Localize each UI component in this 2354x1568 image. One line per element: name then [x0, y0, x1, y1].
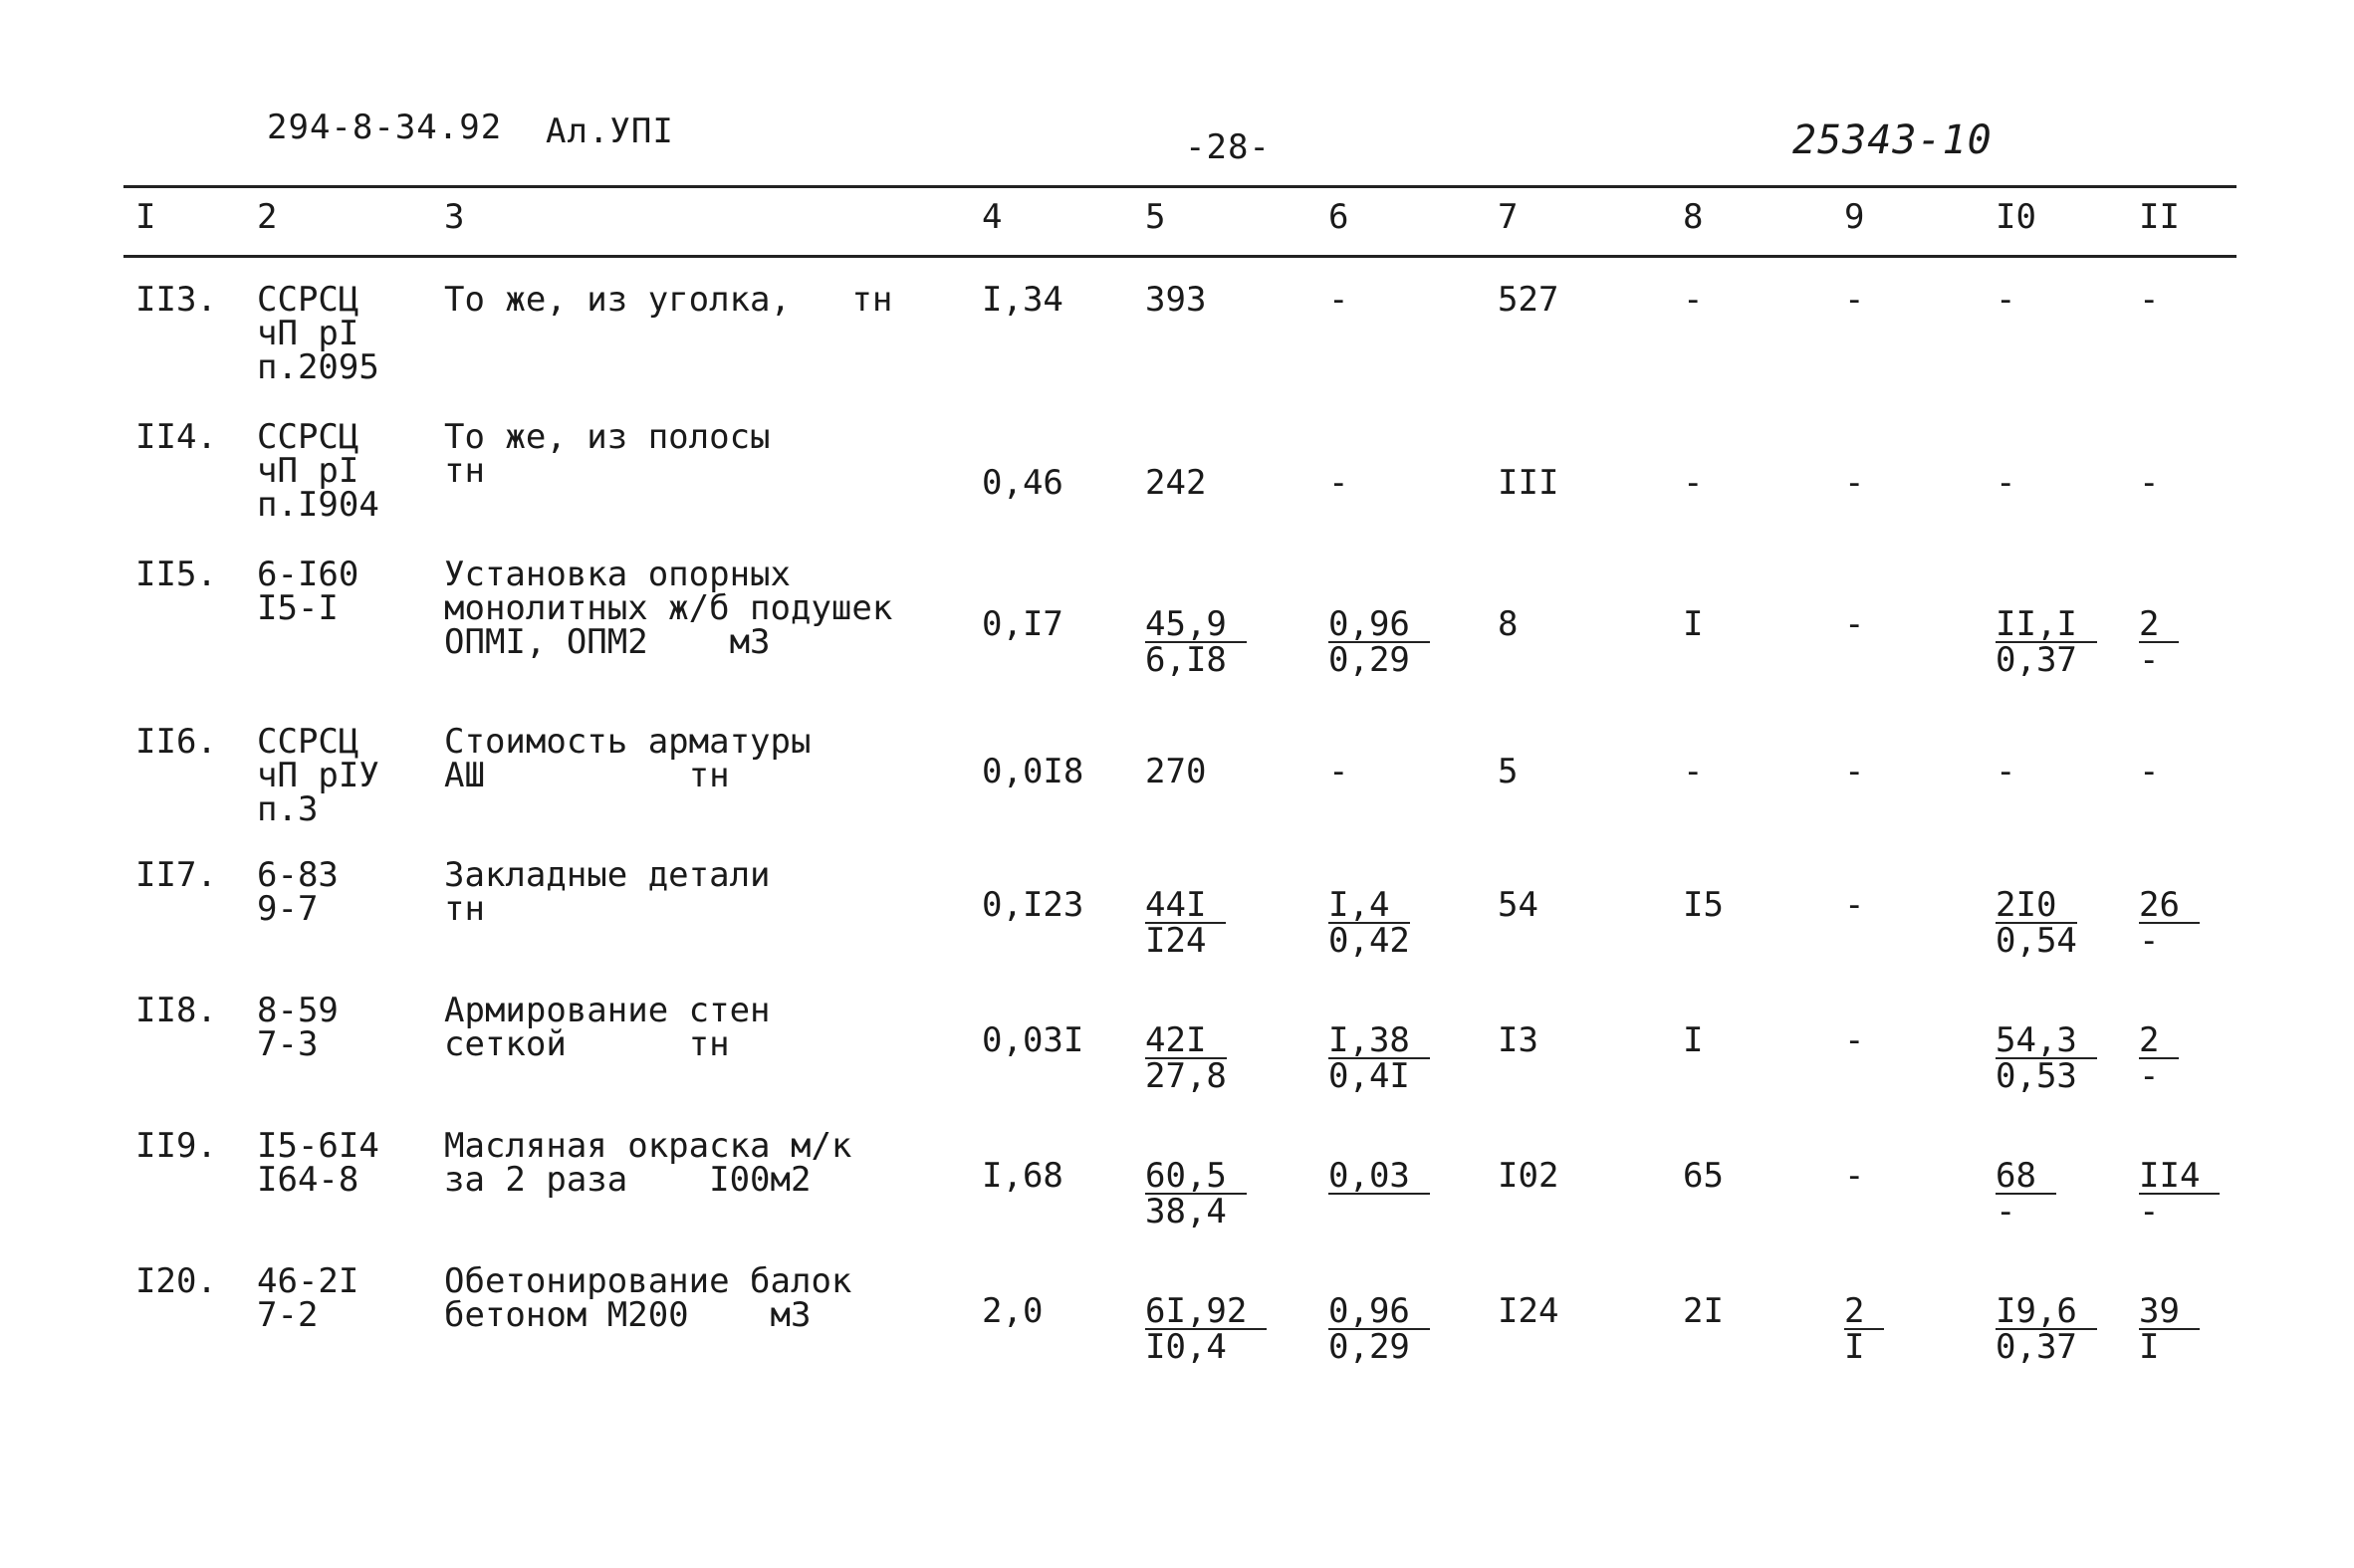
col10-cell-numerator: - — [1996, 752, 2016, 791]
machine-cost-cell-numerator: - — [1328, 752, 1349, 791]
col10-cell-numerator: 68 — [1996, 1159, 2056, 1195]
wages-cell: - — [1683, 280, 1704, 320]
unit-cost-cell-numerator: 242 — [1145, 463, 1207, 503]
wages-cell: I5 — [1683, 885, 1724, 925]
machine-cost-cell — [1328, 752, 1349, 791]
work-description-line: АШ тн — [444, 756, 730, 795]
col11-cell — [2139, 752, 2160, 791]
quantity-cell: 0,I23 — [982, 885, 1084, 925]
machine-cost-cell-numerator: 0,03 — [1328, 1159, 1430, 1195]
wages-cell: I — [1683, 1020, 1704, 1060]
col10-cell — [1996, 1291, 2097, 1367]
norm-code-line: ССРСЦ — [257, 722, 359, 762]
unit-cost-cell-denominator: 27,8 — [1145, 1056, 1227, 1096]
machine-cost-cell — [1328, 1020, 1430, 1096]
col10-cell — [1996, 1156, 2056, 1232]
norm-code-line: 8-59 — [257, 991, 339, 1030]
column-header-11: II — [2139, 197, 2180, 237]
norm-code-line: п.2095 — [257, 347, 379, 387]
machine-cost-cell-numerator: 0,96 — [1328, 1294, 1430, 1330]
work-description-line: тн — [444, 889, 485, 929]
total-cost-cell: 527 — [1498, 280, 1559, 320]
col9-cell — [1844, 1291, 1884, 1367]
col9-cell-numerator: - — [1844, 885, 1865, 925]
work-description-line: Обетонирование балок — [444, 1261, 852, 1301]
col10-cell-denominator: 0,53 — [1996, 1056, 2077, 1096]
column-header-4: 4 — [982, 197, 1003, 237]
col11-cell-numerator: - — [2139, 280, 2160, 320]
row-number: II5. — [135, 555, 217, 594]
col11-cell-numerator: 26 — [2139, 888, 2200, 924]
col11-cell-denominator: - — [2139, 1056, 2160, 1096]
col11-cell-denominator: - — [2139, 1192, 2160, 1232]
col10-cell — [1996, 604, 2097, 680]
col10-cell-denominator: 0,54 — [1996, 921, 2077, 961]
wages-cell: - — [1683, 463, 1704, 503]
col9-cell-numerator: - — [1844, 1020, 1865, 1060]
unit-cost-cell-numerator: 393 — [1145, 280, 1207, 320]
unit-cost-cell-numerator: 44I — [1145, 888, 1226, 924]
norm-code-line: I5-6I4 — [257, 1126, 379, 1166]
unit-cost-cell — [1145, 885, 1226, 961]
unit-cost-cell — [1145, 280, 1207, 320]
norm-code-line: п.I904 — [257, 485, 379, 525]
unit-cost-cell — [1145, 604, 1247, 680]
unit-cost-cell — [1145, 463, 1207, 503]
col9-cell-numerator: - — [1844, 463, 1865, 503]
col11-cell-numerator: II4 — [2139, 1159, 2220, 1195]
unit-cost-cell — [1145, 1020, 1227, 1096]
col11-cell-denominator: - — [2139, 640, 2160, 680]
table-top-rule — [123, 185, 2236, 188]
col10-cell — [1996, 1020, 2097, 1096]
unit-cost-cell-numerator: 270 — [1145, 752, 1207, 791]
quantity-cell: 2,0 — [982, 1291, 1044, 1331]
col11-cell — [2139, 885, 2200, 961]
quantity-cell: 0,03I — [982, 1020, 1084, 1060]
col11-cell — [2139, 1291, 2200, 1367]
machine-cost-cell-denominator: 0,29 — [1328, 1327, 1410, 1367]
unit-cost-cell-denominator: 38,4 — [1145, 1192, 1227, 1232]
total-cost-cell: I3 — [1498, 1020, 1538, 1060]
page-number: -28- — [1185, 127, 1271, 167]
machine-cost-cell — [1328, 463, 1349, 503]
machine-cost-cell — [1328, 604, 1430, 680]
col10-cell-numerator: - — [1996, 280, 2016, 320]
norm-code-line: I64-8 — [257, 1160, 359, 1200]
work-description-line: То же, из полосы — [444, 417, 771, 457]
unit-cost-cell-numerator: 42I — [1145, 1023, 1227, 1059]
work-description-line: Стоимость арматуры — [444, 722, 812, 762]
row-number: I20. — [135, 1261, 217, 1301]
col11-cell-denominator: I — [2139, 1327, 2160, 1367]
machine-cost-cell-numerator: I,4 — [1328, 888, 1410, 924]
norm-code-line: чП рI — [257, 451, 359, 491]
norm-code-line: 6-I60 — [257, 555, 359, 594]
wages-cell: 65 — [1683, 1156, 1724, 1196]
col9-cell — [1844, 752, 1865, 791]
col9-cell — [1844, 463, 1865, 503]
col11-cell-numerator: - — [2139, 752, 2160, 791]
wages-cell: - — [1683, 752, 1704, 791]
col11-cell — [2139, 604, 2179, 680]
unit-cost-cell — [1145, 1156, 1247, 1232]
work-description-line: монолитных ж/б подушек — [444, 588, 893, 628]
row-number: II3. — [135, 280, 217, 320]
quantity-cell: 0,I7 — [982, 604, 1063, 644]
machine-cost-cell — [1328, 885, 1410, 961]
norm-code-line: I5-I — [257, 588, 339, 628]
total-cost-cell: I24 — [1498, 1291, 1559, 1331]
work-description-line: бетоном М200 м3 — [444, 1295, 812, 1335]
col9-cell-denominator: I — [1844, 1327, 1865, 1367]
machine-cost-cell — [1328, 280, 1349, 320]
col10-cell-numerator: II,I — [1996, 607, 2097, 643]
machine-cost-cell-denominator: 0,4I — [1328, 1056, 1410, 1096]
table-header-rule — [123, 255, 2236, 258]
col10-cell-numerator: 2I0 — [1996, 888, 2077, 924]
wages-cell: I — [1683, 604, 1704, 644]
machine-cost-cell — [1328, 1291, 1430, 1367]
machine-cost-cell-numerator: 0,96 — [1328, 607, 1430, 643]
col10-cell — [1996, 463, 2016, 503]
quantity-cell: I,68 — [982, 1156, 1063, 1196]
col11-cell-denominator: - — [2139, 921, 2160, 961]
col9-cell-numerator: - — [1844, 604, 1865, 644]
machine-cost-cell-numerator: - — [1328, 463, 1349, 503]
norm-code-line: 6-83 — [257, 855, 339, 895]
col10-cell — [1996, 752, 2016, 791]
col10-cell-numerator: 54,3 — [1996, 1023, 2097, 1059]
work-description-line: сеткой тн — [444, 1024, 730, 1064]
norm-code-line: п.3 — [257, 789, 319, 829]
col10-cell-numerator: I9,6 — [1996, 1294, 2097, 1330]
col11-cell — [2139, 280, 2160, 320]
work-description-line: Закладные детали — [444, 855, 771, 895]
col10-cell — [1996, 280, 2016, 320]
column-header-1: I — [135, 197, 156, 237]
norm-code-line: ССРСЦ — [257, 280, 359, 320]
col9-cell-numerator: 2 — [1844, 1294, 1884, 1330]
work-description-line: ОПМI, ОПМ2 м3 — [444, 622, 771, 662]
col10-cell-denominator: 0,37 — [1996, 1327, 2077, 1367]
work-description-line: Установка опорных — [444, 555, 791, 594]
col9-cell-numerator: - — [1844, 280, 1865, 320]
col11-cell-numerator: 2 — [2139, 607, 2179, 643]
col9-cell — [1844, 1020, 1865, 1060]
unit-cost-cell-numerator: 6I,92 — [1145, 1294, 1267, 1330]
col9-cell — [1844, 280, 1865, 320]
total-cost-cell: I02 — [1498, 1156, 1559, 1196]
wages-cell: 2I — [1683, 1291, 1724, 1331]
col10-cell — [1996, 885, 2077, 961]
unit-cost-cell — [1145, 1291, 1267, 1367]
norm-code-line: 46-2I — [257, 1261, 359, 1301]
unit-cost-cell-denominator: I0,4 — [1145, 1327, 1227, 1367]
total-cost-cell: III — [1498, 463, 1559, 503]
work-description-line: Масляная окраска м/к — [444, 1126, 852, 1166]
album-label: Ал.УПI — [546, 112, 674, 151]
quantity-cell: 0,46 — [982, 463, 1063, 503]
unit-cost-cell-denominator: I24 — [1145, 921, 1207, 961]
norm-code-line: 7-3 — [257, 1024, 319, 1064]
unit-cost-cell-numerator: 45,9 — [1145, 607, 1247, 643]
machine-cost-cell-denominator: 0,29 — [1328, 640, 1410, 680]
machine-cost-cell-denominator: 0,42 — [1328, 921, 1410, 961]
col9-cell — [1844, 1156, 1865, 1196]
row-number: II8. — [135, 991, 217, 1030]
column-header-6: 6 — [1328, 197, 1349, 237]
norm-code-line: чП рIУ — [257, 756, 379, 795]
work-description-line: Армирование стен — [444, 991, 771, 1030]
norm-code-line: ССРСЦ — [257, 417, 359, 457]
total-cost-cell: 5 — [1498, 752, 1519, 791]
quantity-cell: I,34 — [982, 280, 1063, 320]
column-header-8: 8 — [1683, 197, 1704, 237]
machine-cost-cell-numerator: I,38 — [1328, 1023, 1430, 1059]
sheet-code: 25343-10 — [1792, 117, 1993, 163]
col11-cell — [2139, 1020, 2179, 1096]
unit-cost-cell — [1145, 752, 1207, 791]
norm-code-line: чП рI — [257, 314, 359, 353]
unit-cost-cell-denominator: 6,I8 — [1145, 640, 1227, 680]
row-number: II4. — [135, 417, 217, 457]
col10-cell-denominator: 0,37 — [1996, 640, 2077, 680]
row-number: II6. — [135, 722, 217, 762]
col10-cell-numerator: - — [1996, 463, 2016, 503]
work-description-line: за 2 раза I00м2 — [444, 1160, 812, 1200]
col11-cell-numerator: - — [2139, 463, 2160, 503]
machine-cost-cell-numerator: - — [1328, 280, 1349, 320]
col9-cell — [1844, 885, 1865, 925]
norm-code-line: 9-7 — [257, 889, 319, 929]
quantity-cell: 0,0I8 — [982, 752, 1084, 791]
col9-cell-numerator: - — [1844, 1156, 1865, 1196]
machine-cost-cell — [1328, 1156, 1430, 1196]
column-header-5: 5 — [1145, 197, 1166, 237]
work-description-line: тн — [444, 451, 485, 491]
col9-cell — [1844, 604, 1865, 644]
column-header-2: 2 — [257, 197, 278, 237]
column-header-3: 3 — [444, 197, 465, 237]
column-header-10: I0 — [1996, 197, 2036, 237]
column-header-9: 9 — [1844, 197, 1865, 237]
row-number: II9. — [135, 1126, 217, 1166]
total-cost-cell: 8 — [1498, 604, 1519, 644]
col11-cell — [2139, 463, 2160, 503]
total-cost-cell: 54 — [1498, 885, 1538, 925]
project-code: 294-8-34.92 — [267, 108, 503, 147]
col11-cell-numerator: 2 — [2139, 1023, 2179, 1059]
row-number: II7. — [135, 855, 217, 895]
column-header-7: 7 — [1498, 197, 1519, 237]
col11-cell-numerator: 39 — [2139, 1294, 2200, 1330]
col10-cell-denominator: - — [1996, 1192, 2016, 1232]
col9-cell-numerator: - — [1844, 752, 1865, 791]
unit-cost-cell-numerator: 60,5 — [1145, 1159, 1247, 1195]
work-description-line: То же, из уголка, тн — [444, 280, 893, 320]
col11-cell — [2139, 1156, 2220, 1232]
norm-code-line: 7-2 — [257, 1295, 319, 1335]
